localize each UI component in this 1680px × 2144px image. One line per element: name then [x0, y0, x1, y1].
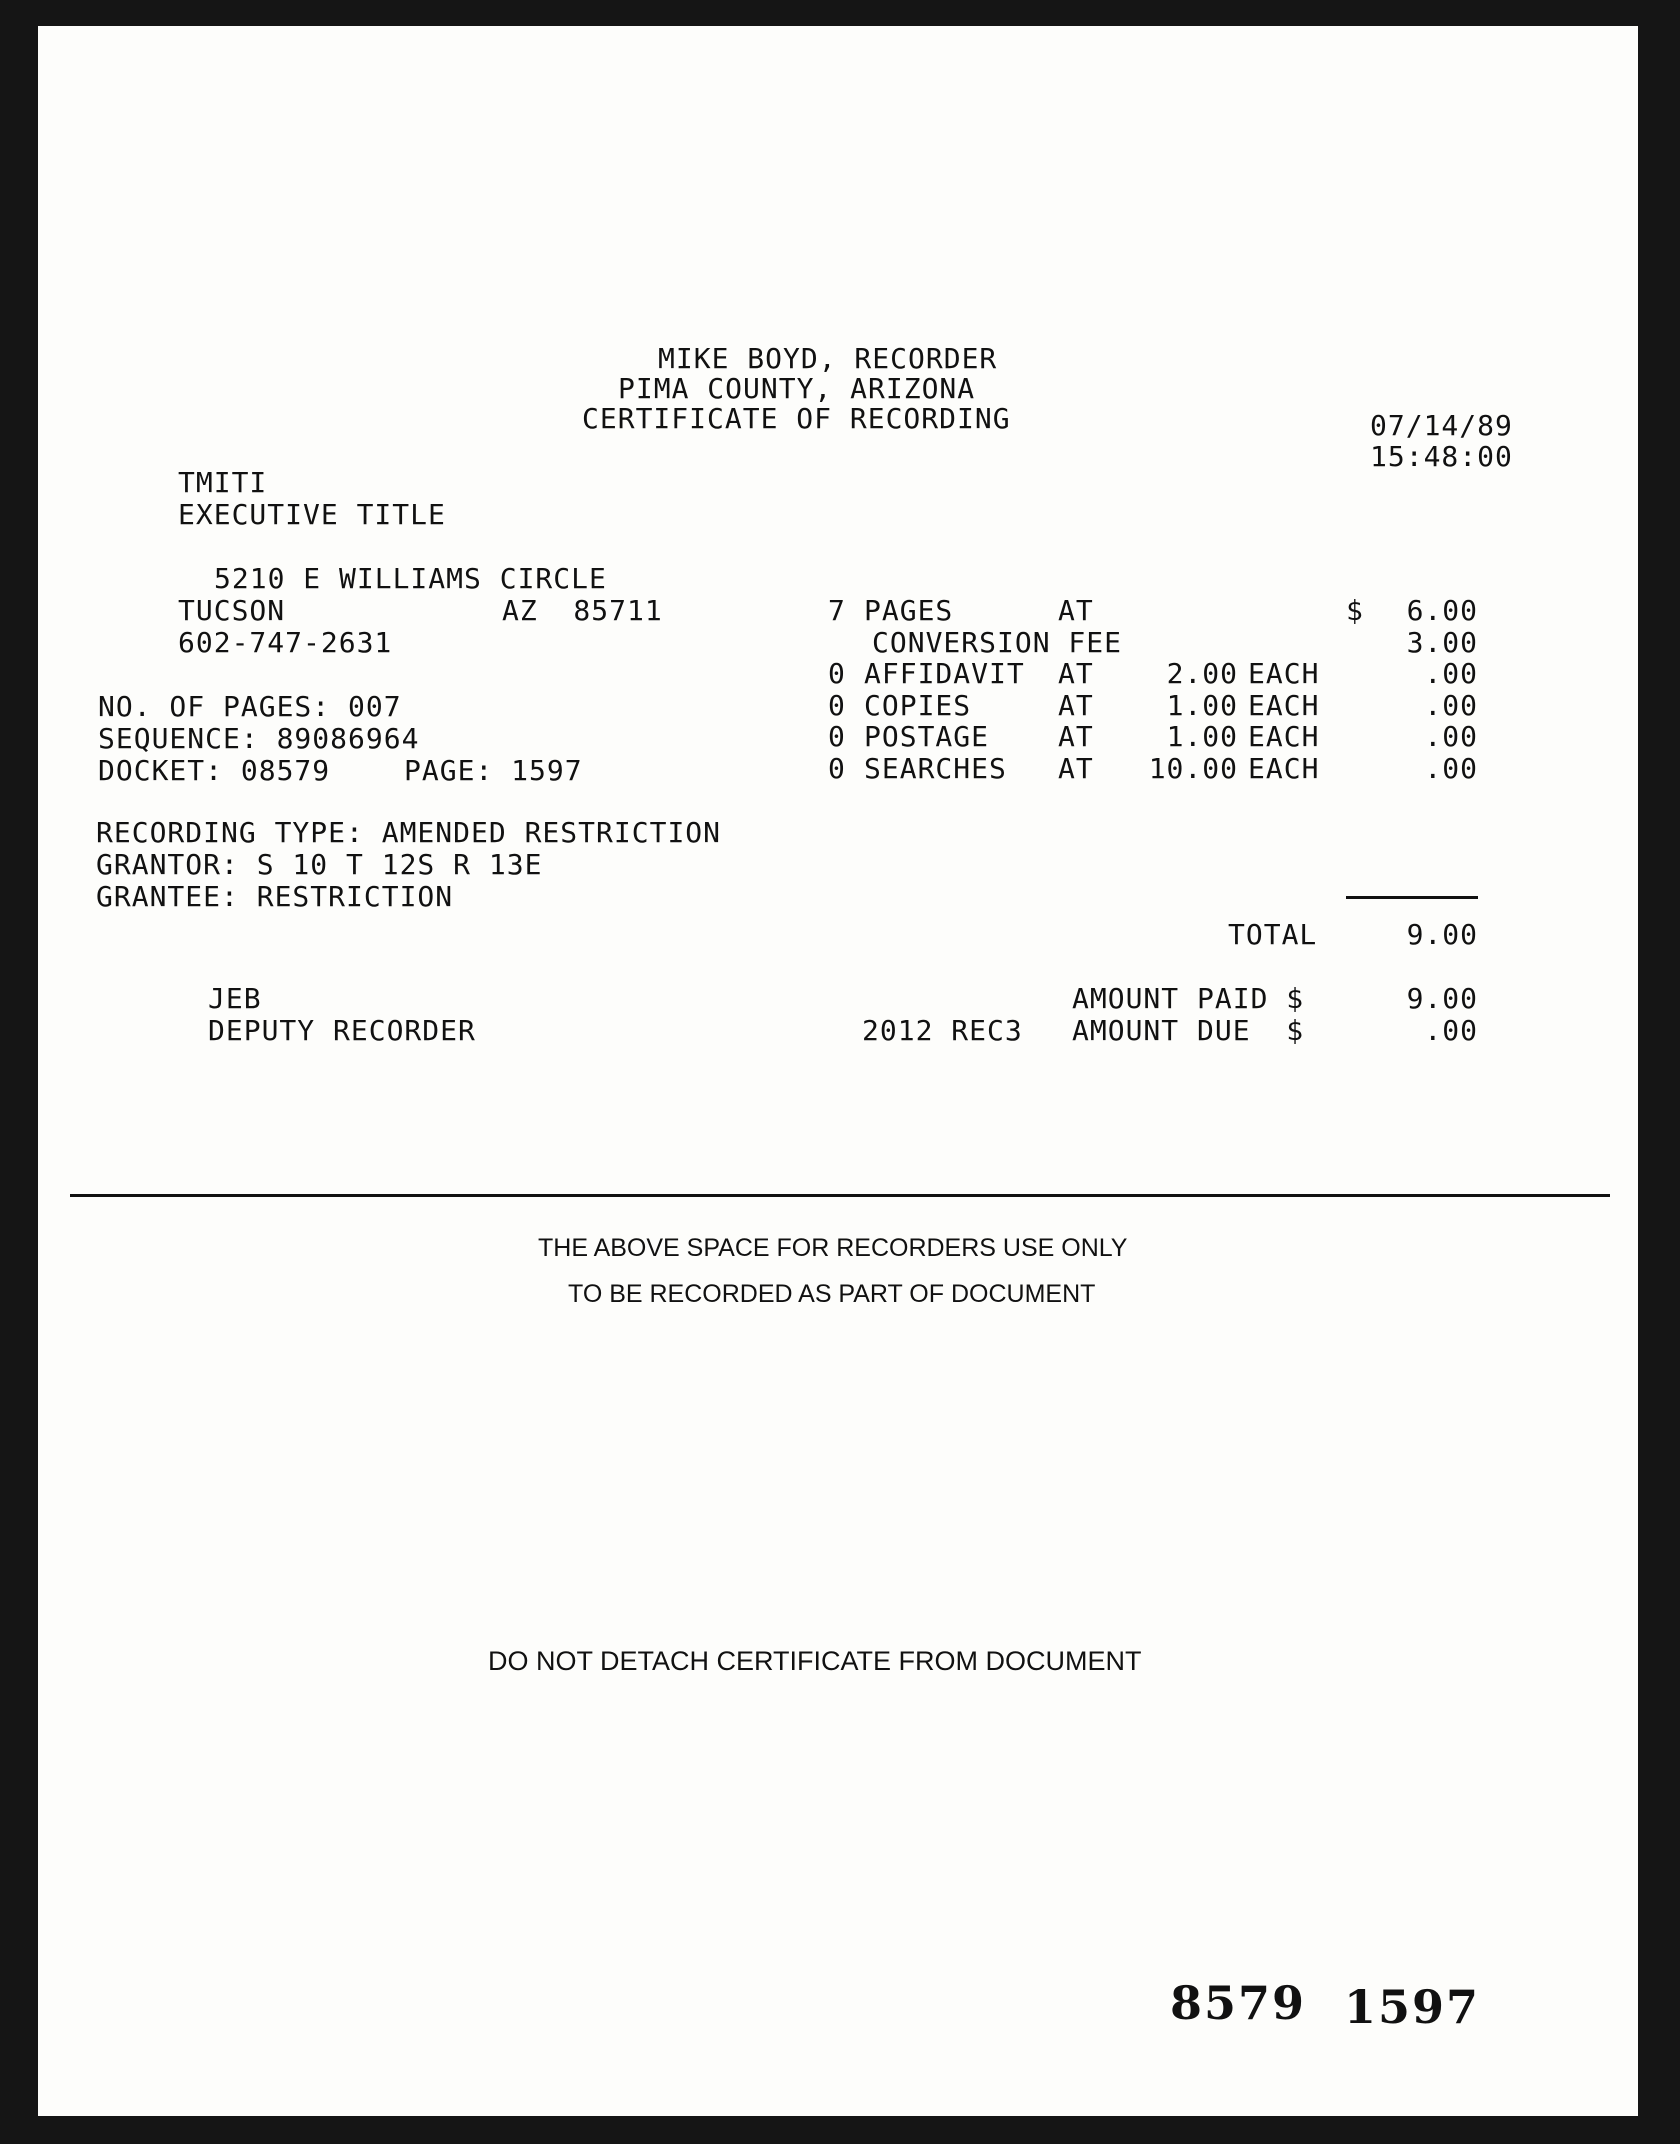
- addressee-name: TMITI: [178, 466, 268, 499]
- recording-type: RECORDING TYPE: AMENDED RESTRICTION: [96, 816, 722, 849]
- amount-due: .00: [1424, 1014, 1478, 1047]
- fee-amount: .00: [1424, 657, 1478, 690]
- deputy-initials: JEB: [208, 982, 262, 1015]
- recorder-section-divider: [70, 1194, 1610, 1197]
- fee-at: AT: [1058, 657, 1094, 690]
- county-state: PIMA COUNTY, ARIZONA: [618, 372, 976, 405]
- deputy-title: DEPUTY RECORDER: [208, 1014, 476, 1047]
- addressee-state-zip: AZ 85711: [502, 594, 663, 627]
- sequence-number: SEQUENCE: 89086964: [98, 722, 420, 755]
- fee-qty: 0: [828, 720, 846, 753]
- stamp-docket: 8579: [1170, 1976, 1307, 2030]
- fee-amount: 6.00: [1406, 594, 1478, 627]
- fee-dollar: $: [1346, 594, 1364, 627]
- record-as-part-note: TO BE RECORDED AS PART OF DOCUMENT: [568, 1280, 1096, 1308]
- fee-at: AT: [1058, 720, 1094, 753]
- fee-item: AFFIDAVIT: [864, 657, 1025, 690]
- fee-amount: .00: [1424, 751, 1478, 785]
- recorders-use-note: THE ABOVE SPACE FOR RECORDERS USE ONLY: [538, 1234, 1128, 1262]
- page-number: PAGE: 1597: [404, 754, 583, 787]
- record-time: 15:48:00: [1370, 440, 1513, 473]
- fee-rate: 2.00: [1166, 657, 1238, 690]
- do-not-detach-note: DO NOT DETACH CERTIFICATE FROM DOCUMENT: [488, 1646, 1142, 1676]
- fee-qty: 0: [828, 688, 846, 722]
- fee-rate: 1.00: [1166, 688, 1238, 722]
- stamp-page: 1597: [1344, 1980, 1481, 2034]
- fee-amount: 3.00: [1406, 625, 1478, 659]
- fee-item: PAGES: [864, 594, 954, 627]
- addressee-city: TUCSON: [178, 594, 286, 627]
- addressee-title: EXECUTIVE TITLE: [178, 498, 446, 531]
- addressee-phone: 602-747-2631: [178, 626, 393, 659]
- amount-due-label: AMOUNT DUE $: [1072, 1014, 1305, 1047]
- fee-amount: .00: [1424, 720, 1478, 753]
- total-rule: [1346, 896, 1478, 899]
- grantee: GRANTEE: RESTRICTION: [96, 880, 454, 913]
- fee-each: EACH: [1248, 688, 1320, 722]
- fee-at: AT: [1058, 688, 1094, 722]
- grantor: GRANTOR: S 10 T 12S R 13E: [96, 848, 543, 881]
- certificate-page: [38, 26, 1638, 2116]
- fee-rate: 10.00: [1148, 751, 1238, 785]
- total-amount: 9.00: [1406, 918, 1478, 951]
- fee-item: CONVERSION FEE: [872, 625, 1123, 659]
- register-code: 2012 REC3: [862, 1014, 1023, 1047]
- total-label: TOTAL: [1228, 918, 1318, 951]
- fee-item: POSTAGE: [864, 720, 990, 753]
- fee-item: COPIES: [864, 688, 972, 722]
- fee-item: SEARCHES: [864, 751, 1007, 785]
- fee-at: AT: [1058, 751, 1094, 785]
- fee-qty: 7: [828, 594, 846, 627]
- fee-amount: .00: [1424, 688, 1478, 722]
- number-of-pages: NO. OF PAGES: 007: [98, 690, 402, 723]
- recorder-name: MIKE BOYD, RECORDER: [658, 342, 998, 375]
- amount-paid: 9.00: [1406, 982, 1478, 1015]
- docket-number: DOCKET: 08579: [98, 754, 331, 787]
- addressee-street: 5210 E WILLIAMS CIRCLE: [214, 562, 607, 595]
- fee-qty: 0: [828, 751, 846, 785]
- fee-each: EACH: [1248, 720, 1320, 753]
- fee-rate: 1.00: [1166, 720, 1238, 753]
- fee-each: EACH: [1248, 657, 1320, 690]
- fee-at: AT: [1058, 594, 1094, 627]
- fee-qty: 0: [828, 657, 846, 690]
- certificate-title: CERTIFICATE OF RECORDING: [582, 402, 1011, 435]
- amount-paid-label: AMOUNT PAID $: [1072, 982, 1305, 1015]
- fee-each: EACH: [1248, 751, 1320, 785]
- record-date: 07/14/89: [1370, 409, 1513, 442]
